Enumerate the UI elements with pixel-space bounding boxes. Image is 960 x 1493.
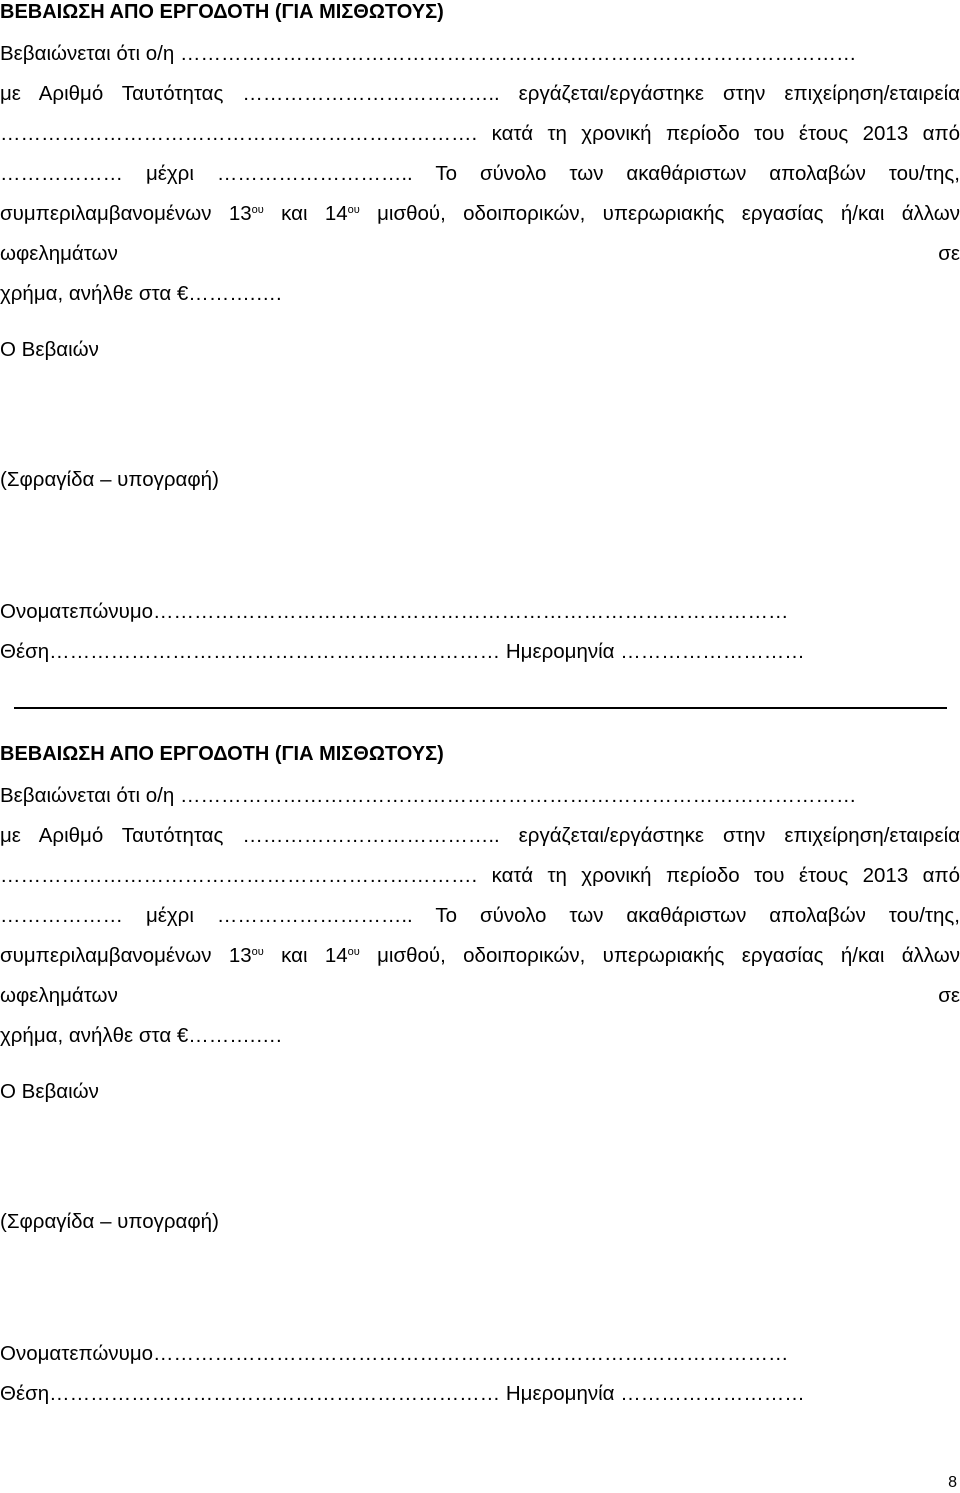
- position-date-field: Θέση………………………………………………………… Ημερομηνία ………………………: [0, 640, 805, 663]
- signer-label: Ο Βεβαιών: [0, 1080, 99, 1103]
- line-salaries-part-a: συμπεριλαμβανομένων 13: [0, 202, 252, 225]
- certificate-body: [0, 34, 960, 314]
- line-certified-person: Βεβαιώνεται ότι ο/η ………………………………………………………………………………………: [0, 784, 857, 807]
- line-amount: χρήμα, ανήλθε στα €……….….: [0, 1024, 282, 1047]
- form-title: ΒΕΒΑΙΩΣΗ ΑΠΟ ΕΡΓΟΔΟΤΗ (ΓΙΑ ΜΙΣΘΩΤΟΥΣ): [0, 1, 444, 23]
- line-salaries: [0, 194, 960, 274]
- line-salaries-part-b: και 14: [263, 202, 348, 225]
- line-salaries-part-a: συμπεριλαμβανομένων 13: [0, 944, 252, 967]
- full-name-field: Ονοματεπώνυμο…………………………………………………………………………………: [0, 600, 789, 623]
- line-salaries-part-c: μισθού, οδοιπορικών, υπερωριακής εργασίας ή/και άλλων ωφελημάτων σε: [0, 202, 960, 265]
- seal-signature-label: (Σφραγίδα – υπογραφή): [0, 468, 219, 491]
- superscript-ou-2: ου: [347, 946, 360, 958]
- signer-label: Ο Βεβαιών: [0, 338, 99, 361]
- line-id-number: με Αριθμό Ταυτότητας ……………………………….. εργάζεται/εργάστηκε στην επιχείρηση/εταιρεία: [0, 82, 960, 105]
- line-salaries-part-c: μισθού, οδοιπορικών, υπερωριακής εργασίας ή/και άλλων ωφελημάτων σε: [0, 944, 960, 1007]
- line-salaries: [0, 936, 960, 1016]
- seal-signature-label: (Σφραγίδα – υπογραφή): [0, 1210, 219, 1233]
- line-period: ……………………………………………………………. κατά τη χρονική περίοδο του έτους 2013 από: [0, 864, 960, 887]
- full-name-field: Ονοματεπώνυμο…………………………………………………………………………………: [0, 1342, 789, 1365]
- line-until: ……………… μέχρι ……………………….. Το σύνολο των ακαθάριστων απολαβών του/της,: [0, 904, 960, 927]
- form-title: ΒΕΒΑΙΩΣΗ ΑΠΟ ΕΡΓΟΔΟΤΗ (ΓΙΑ ΜΙΣΘΩΤΟΥΣ): [0, 743, 444, 765]
- cut-separator-line: [14, 707, 947, 709]
- superscript-ou-1: ου: [251, 204, 264, 216]
- line-until: ……………… μέχρι ……………………….. Το σύνολο των ακαθάριστων απολαβών του/της,: [0, 162, 960, 185]
- certificate-body: [0, 776, 960, 1056]
- line-id-number: με Αριθμό Ταυτότητας ……………………………….. εργάζεται/εργάστηκε στην επιχείρηση/εταιρεία: [0, 824, 960, 847]
- line-period: ……………………………………………………………. κατά τη χρονική περίοδο του έτους 2013 από: [0, 122, 960, 145]
- page-number: 8: [948, 1474, 957, 1491]
- superscript-ou-2: ου: [347, 204, 360, 216]
- superscript-ou-1: ου: [251, 946, 264, 958]
- line-certified-person: Βεβαιώνεται ότι ο/η ………………………………………………………………………………………: [0, 42, 857, 65]
- line-salaries-part-b: και 14: [263, 944, 348, 967]
- line-amount: χρήμα, ανήλθε στα €……….….: [0, 282, 282, 305]
- position-date-field: Θέση………………………………………………………… Ημερομηνία ………………………: [0, 1382, 805, 1405]
